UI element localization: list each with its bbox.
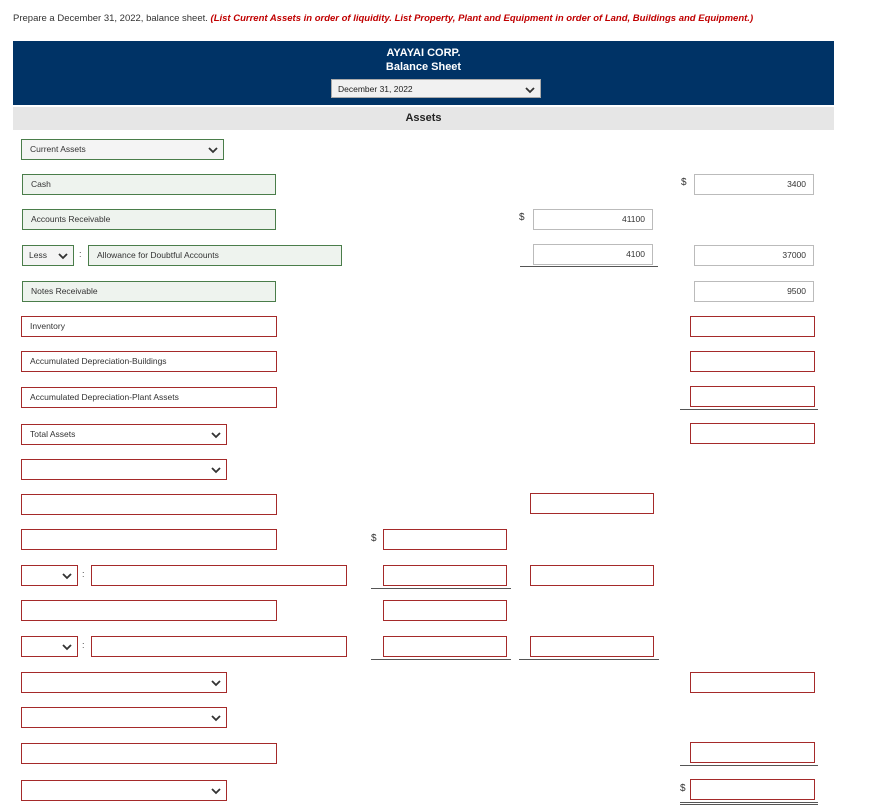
chevron-down-icon xyxy=(210,464,222,476)
chevron-down-icon xyxy=(61,570,73,582)
date-select[interactable] xyxy=(331,79,541,98)
subtotal-underline xyxy=(680,765,818,766)
amount-input[interactable] xyxy=(383,636,507,657)
inventory-label[interactable]: Inventory xyxy=(21,316,277,337)
amount-input[interactable] xyxy=(530,565,654,586)
double-underline xyxy=(680,802,818,803)
chevron-down-icon xyxy=(210,677,222,689)
chevron-down-icon xyxy=(207,144,219,156)
amount-input[interactable] xyxy=(530,493,654,514)
chevron-down-icon xyxy=(210,429,222,441)
accum-dep-buildings-label[interactable]: Accumulated Depreciation-Buildings xyxy=(21,351,277,372)
account-select[interactable] xyxy=(21,707,227,728)
net-receivable-value[interactable]: 37000 xyxy=(694,245,814,266)
notes-receivable-label[interactable]: Notes Receivable xyxy=(22,281,276,302)
allowance-value[interactable]: 4100 xyxy=(533,244,653,265)
colon-separator: : xyxy=(82,640,85,650)
account-label-input[interactable] xyxy=(91,636,347,657)
total-amount-input[interactable] xyxy=(690,779,815,800)
allowance-label[interactable]: Allowance for Doubtful Accounts xyxy=(88,245,342,266)
modifier-select[interactable] xyxy=(21,636,78,657)
amount-input[interactable] xyxy=(383,600,507,621)
colon-separator: : xyxy=(82,569,85,579)
subtotal-underline xyxy=(371,588,511,589)
subtotal-underline xyxy=(680,409,818,410)
instructions-hint: (List Current Assets in order of liquidity. List Property, Plant and Equipment in order of Land, Buildings and Equipment.) xyxy=(210,13,754,24)
amount-input[interactable] xyxy=(383,565,507,586)
account-select[interactable] xyxy=(21,672,227,693)
amount-input[interactable] xyxy=(690,672,815,693)
date-select-value: December 31, 2022 xyxy=(338,84,413,94)
amount-input[interactable] xyxy=(690,742,815,763)
chevron-down-icon xyxy=(61,641,73,653)
statement-title: Balance Sheet xyxy=(385,61,462,73)
chevron-down-icon xyxy=(210,785,222,797)
amount-input[interactable] xyxy=(530,636,654,657)
balance-sheet-header xyxy=(13,41,834,105)
dollar-sign: $ xyxy=(680,783,686,794)
inventory-value-input[interactable] xyxy=(690,316,815,337)
subtotal-underline xyxy=(371,659,511,660)
colon-separator: : xyxy=(79,249,82,259)
current-assets-select[interactable] xyxy=(21,139,224,160)
accum-dep-plant-label[interactable]: Accumulated Depreciation-Plant Assets xyxy=(21,387,277,408)
modifier-select[interactable] xyxy=(21,565,78,586)
account-label-input[interactable] xyxy=(21,600,277,621)
cash-label[interactable]: Cash xyxy=(22,174,276,195)
account-label-input[interactable] xyxy=(91,565,347,586)
instructions-text: Prepare a December 31, 2022, balance sheet. xyxy=(13,13,208,24)
notes-receivable-value[interactable]: 9500 xyxy=(694,281,814,302)
chevron-down-icon xyxy=(210,712,222,724)
less-select-value: Less xyxy=(29,250,47,260)
account-select[interactable] xyxy=(21,780,227,801)
subtotal-underline xyxy=(519,659,659,660)
account-label-input[interactable] xyxy=(21,494,277,515)
dollar-sign: $ xyxy=(519,212,525,223)
account-select[interactable] xyxy=(21,459,227,480)
chevron-down-icon xyxy=(524,84,536,96)
company-name: AYAYAI CORP. xyxy=(386,47,461,59)
chevron-down-icon xyxy=(57,250,69,262)
less-select[interactable] xyxy=(22,245,74,266)
section-title: Assets xyxy=(13,107,834,130)
amount-input[interactable] xyxy=(383,529,507,550)
subtotal-underline xyxy=(520,266,658,267)
accounts-receivable-value[interactable]: 41100 xyxy=(533,209,653,230)
amount-input[interactable] xyxy=(690,351,815,372)
cash-value[interactable]: 3400 xyxy=(694,174,814,195)
account-label-input[interactable] xyxy=(21,743,277,764)
double-underline xyxy=(680,804,818,805)
amount-input[interactable] xyxy=(690,386,815,407)
accounts-receivable-label[interactable]: Accounts Receivable xyxy=(22,209,276,230)
current-assets-select-value: Current Assets xyxy=(30,144,86,154)
amount-input[interactable] xyxy=(690,423,815,444)
instructions xyxy=(13,13,753,24)
total-assets-select-value: Total Assets xyxy=(30,429,76,439)
total-assets-select[interactable] xyxy=(21,424,227,445)
dollar-sign: $ xyxy=(371,533,377,544)
dollar-sign: $ xyxy=(681,177,687,188)
account-label-input[interactable] xyxy=(21,529,277,550)
